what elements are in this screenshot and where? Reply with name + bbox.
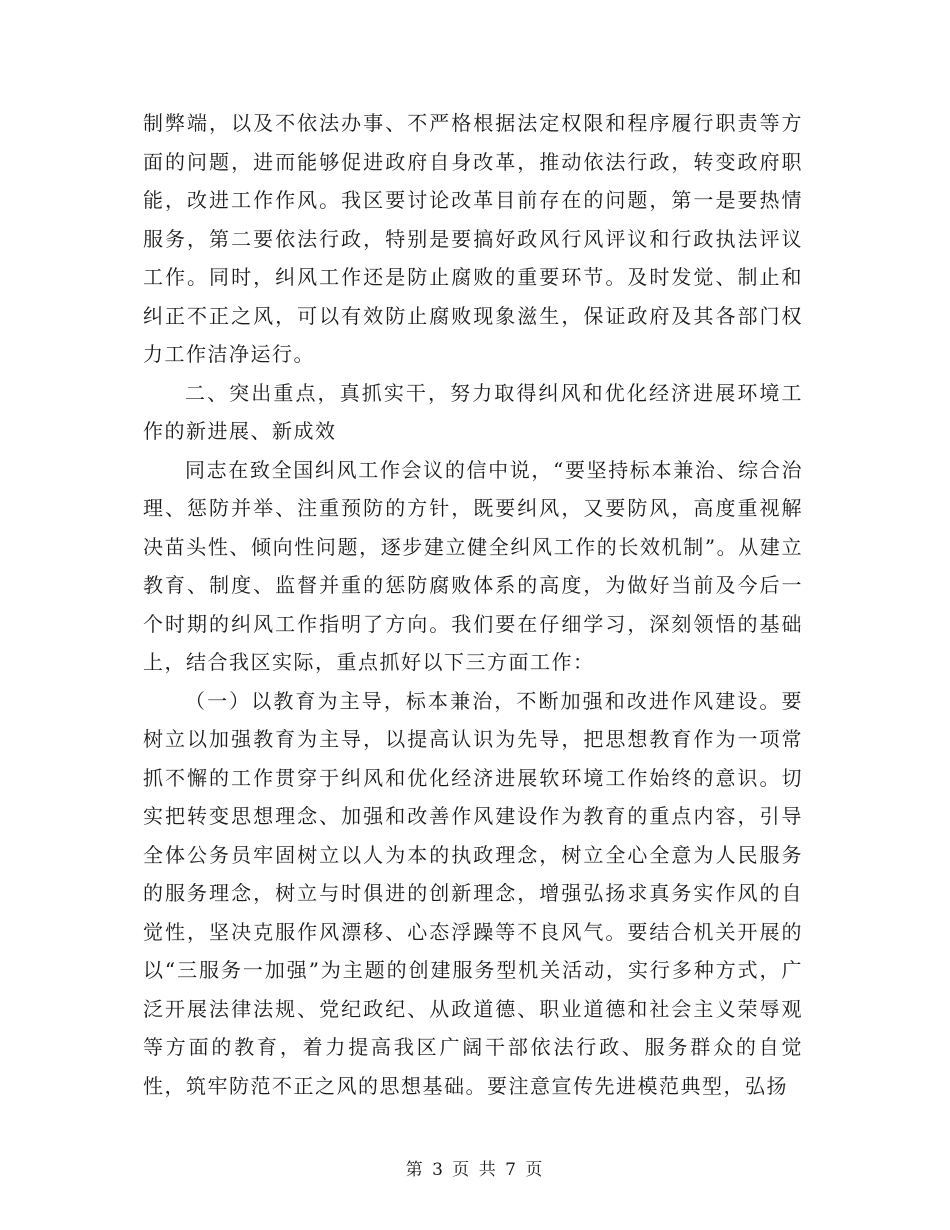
section-heading: 二、突出重点，真抓实干，努力取得纠风和优化经济进展环境工作的新进展、新成效 [143, 380, 803, 443]
paragraph-3: 同志在致全国纠风工作会议的信中说，“要坚持标本兼治、综合治理、惩防并举、注重预防的方针，既要纠风，又要防风，高度重视解决苗头性、倾向性问题，逐步建立健全纠风工作的长效机制”。从建立教育、制度、监督并重的惩防腐败体系的高度，为做好当前及今后一个时期的纠风工作指明了方向。我们要在仔细学习，深刻领悟的基础上，结合我区实际，重点抓好以下三方面工作： [143, 457, 803, 674]
paragraph-1: 制弊端，以及不依法办事、不严格根据法定权限和程序履行职责等方面的问题，进而能够促进政府自身改革，推动依法行政，转变政府职能，改进工作作风。我区要讨论改革目前存在的问题，第一是要热情服务，第二要依法行政，特别是要搞好政风行风评议和行政执法评议工作。同时，纠风工作还是防止腐败的重要环节。及时发觉、制止和纠正不正之风，可以有效防止腐败现象滋生，保证政府及其各部门权力工作洁净运行。 [143, 111, 803, 366]
page-number-footer: 第 3 页 共 7 页 [405, 1160, 545, 1180]
document-body [143, 104, 803, 1105]
paragraph-4: （一）以教育为主导，标本兼治，不断加强和改进作风建设。要树立以加强教育为主导，以提高认识为先导，把思想教育作为一项常抓不懈的工作贯穿于纠风和优化经济进展软环境工作始终的意识。切实把转变思想理念、加强和改善作风建设作为教育的重点内容，引导全体公务员牢固树立以人为本的执政理念，树立全心全意为人民服务的服务理念，树立与时俱进的创新理念，增强弘扬求真务实作风的自觉性，坚决克服作风漂移、心态浮躁等不良风气。要结合机关开展的以“三服务一加强”为主题的创建服务型机关活动，实行多种方式，广泛开展法律法规、党纪政纪、从政道德、职业道德和社会主义荣辱观等方面的教育，着力提高我区广阔干部依法行政、服务群众的自觉性，筑牢防范不正之风的思想基础。要注意宣传先进模范典型，弘扬 [143, 688, 803, 1098]
